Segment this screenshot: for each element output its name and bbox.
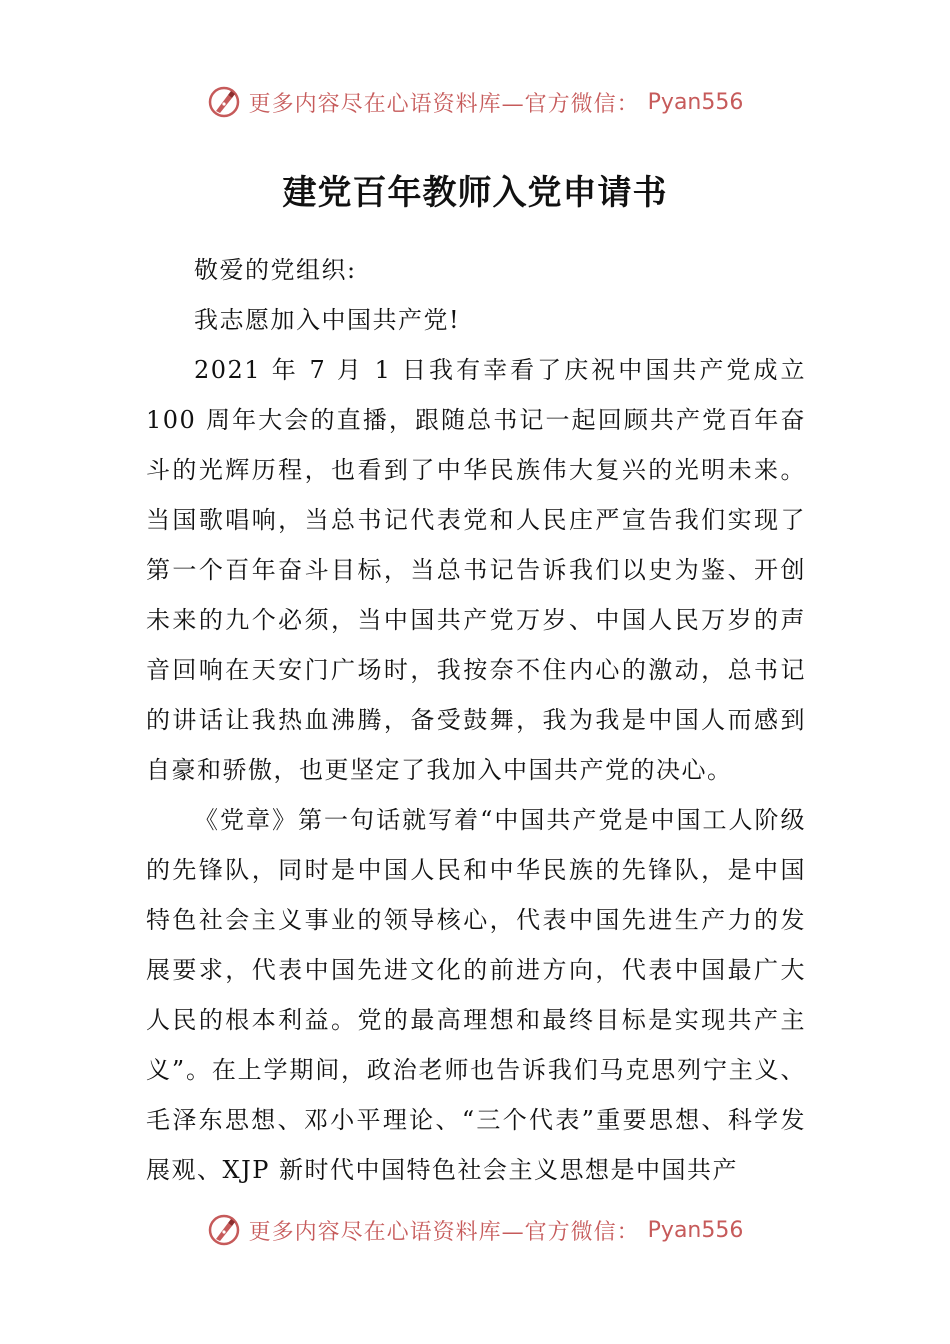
greeting: 敬爱的党组织:: [194, 256, 357, 284]
banner-text: 更多内容尽在心语资料库—官方微信：: [248, 1219, 640, 1245]
wechat-id: Pyan556: [647, 1217, 744, 1243]
fountain-pen-logo-icon: [207, 1213, 241, 1247]
footer-banner: [0, 1210, 950, 1250]
paragraph: 《党章》第一句话就写着“中国共产党是中国工人阶级的先锋队，同时是中国人民和中华民族的先锋队，是中国特色社会主义事业的领导核心，代表中国先进生产力的发展要求，代表中国先进文化的前进方向，代表中国最广大人民的根本利益。党的最高理想和最终目标是实现共产主义”。在上学期间，政治老师也告诉我们马克思列宁主义、毛泽东思想、邓小平理论、“三个代表”重要思想、科学发展观、XJP 新时代中国特色社会主义思想是中国共产: [146, 806, 806, 1184]
header-banner: [0, 82, 950, 122]
fountain-pen-logo-icon: [207, 85, 241, 119]
paragraph: 我志愿加入中国共产党!: [194, 306, 461, 334]
paragraph: 2021 年 7 月 1 日我有幸看了庆祝中国共产党成立 100 周年大会的直播，跟随总书记一起回顾共产党百年奋斗的光辉历程，也看到了中华民族伟大复兴的光明未来。当国歌唱响，当总书记代表党和人民庄严宣告我们实现了第一个百年奋斗目标，当总书记告诉我们以史为鉴、开创未来的九个必须，当中国共产党万岁、中国人民万岁的声音回响在天安门广场时，我按奈不住内心的激动，总书记的讲话让我热血沸腾，备受鼓舞，我为我是中国人而感到自豪和骄傲，也更坚定了我加入中国共产党的决心。: [146, 356, 806, 784]
wechat-id: Pyan556: [647, 89, 744, 115]
banner-text: 更多内容尽在心语资料库—官方微信：: [248, 91, 640, 117]
document-title: 建党百年教师入党申请书: [282, 173, 668, 213]
document-body: [146, 245, 806, 1195]
